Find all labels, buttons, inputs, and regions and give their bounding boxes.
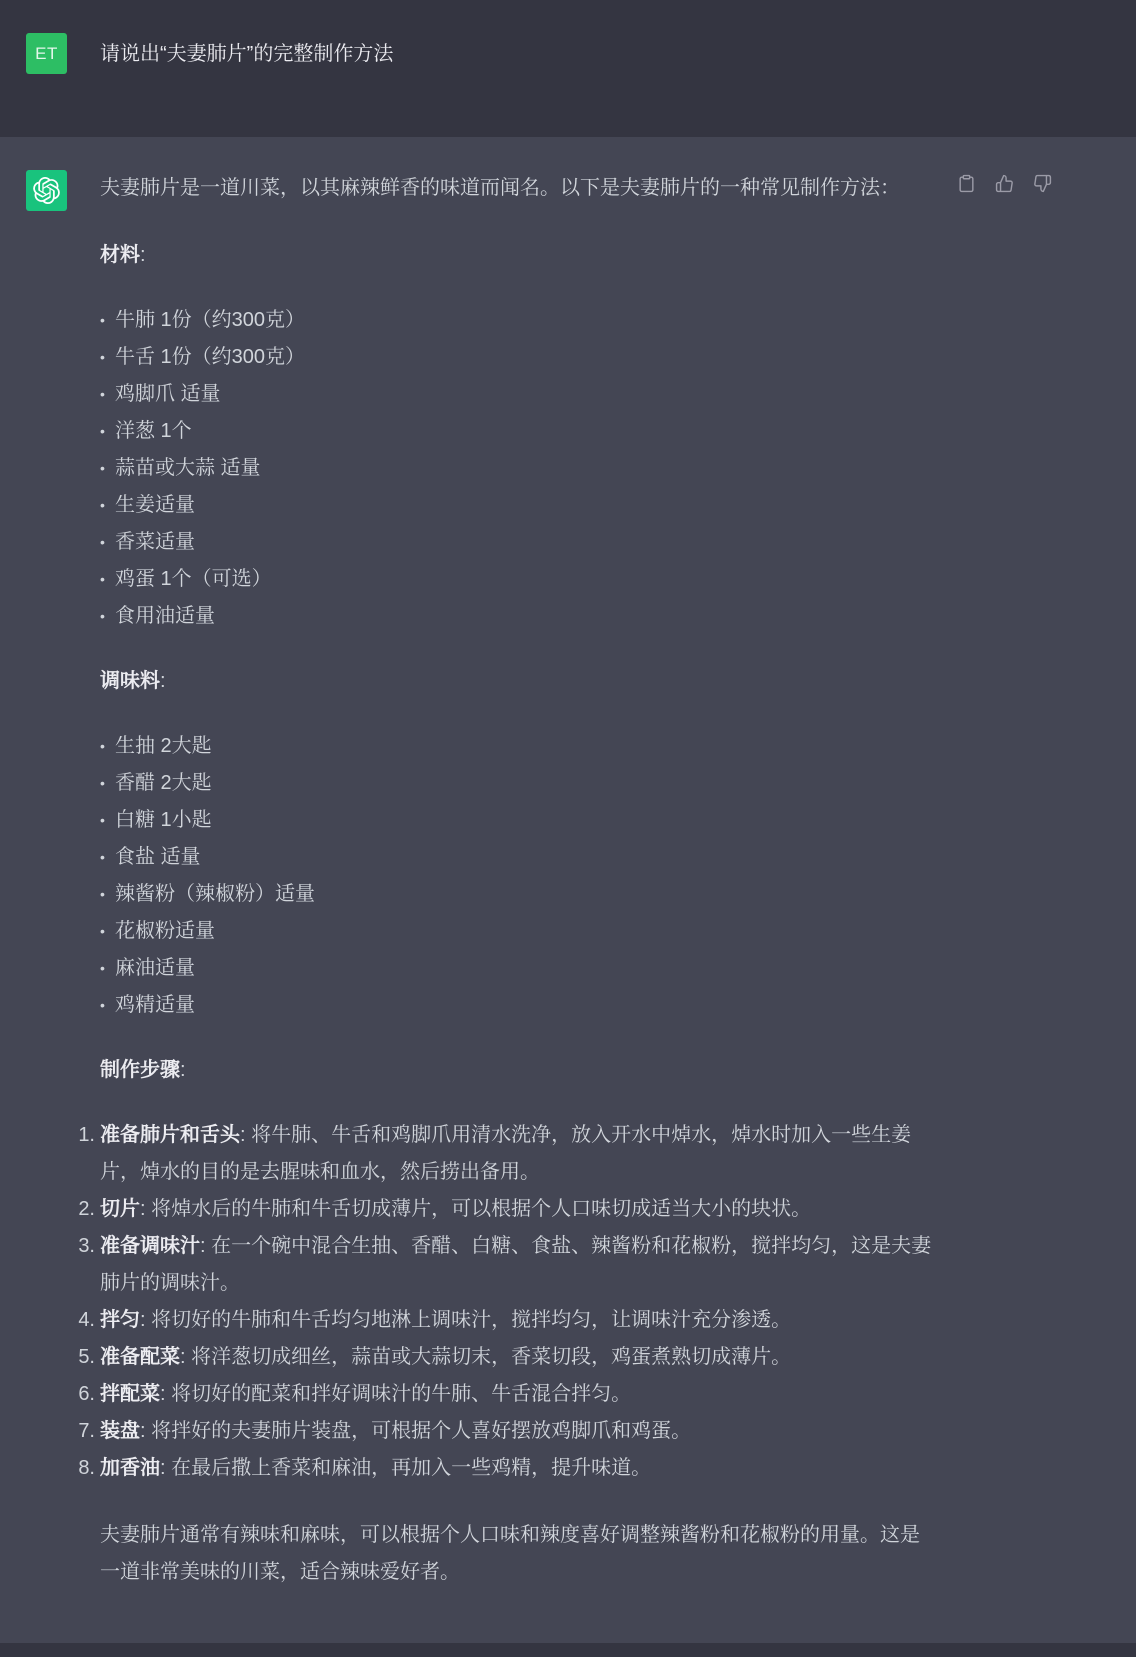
thumbs-down-icon	[1033, 174, 1052, 193]
user-message-text: 请说出“夫妻肺片”的完整制作方法	[100, 43, 394, 65]
step-number: 2.	[78, 1198, 95, 1220]
colon: :	[140, 1420, 152, 1442]
assistant-avatar-column	[26, 170, 100, 211]
ingredients-list	[100, 302, 937, 635]
list-item: • 麻油适量	[100, 950, 937, 987]
list-item: • 花椒粉适量	[100, 913, 937, 950]
assistant-message-row	[0, 137, 1136, 1643]
step-item	[78, 1339, 937, 1376]
list-item: • 生姜适量	[100, 487, 937, 524]
colon: :	[140, 244, 146, 266]
step-text: 在最后撒上香菜和麻油，再加入一些鸡精，提升味道。	[171, 1457, 652, 1479]
step-label: 拌配菜	[100, 1383, 160, 1405]
assistant-avatar	[26, 170, 67, 211]
colon: :	[140, 1198, 152, 1220]
thumbs-up-button[interactable]	[995, 174, 1014, 193]
assistant-message-content	[78, 170, 937, 1591]
list-item: • 鸡蛋 1个（可选）	[100, 561, 937, 598]
step-number: 4.	[78, 1309, 95, 1331]
list-item: • 食盐 适量	[100, 839, 937, 876]
colon: :	[160, 1457, 172, 1479]
step-text: 将切好的配菜和拌好调味汁的牛肺、牛舌混合拌匀。	[171, 1383, 632, 1405]
step-number: 8.	[78, 1457, 95, 1479]
list-item: • 辣酱粉（辣椒粉）适量	[100, 876, 937, 913]
user-avatar: ET	[26, 33, 67, 74]
ingredients-heading-text: 材料	[100, 244, 140, 266]
steps-heading-text: 制作步骤	[100, 1059, 180, 1081]
list-item: • 白糖 1小匙	[100, 802, 937, 839]
thumbs-down-button[interactable]	[1033, 174, 1052, 193]
step-item	[78, 1302, 937, 1339]
step-label: 装盘	[100, 1420, 140, 1442]
seasonings-heading-text: 调味料	[100, 670, 160, 692]
colon: :	[140, 1309, 152, 1331]
step-number: 7.	[78, 1420, 95, 1442]
colon: :	[160, 1383, 172, 1405]
step-item	[78, 1191, 937, 1228]
step-item	[78, 1376, 937, 1413]
steps-heading	[100, 1052, 937, 1089]
assistant-closing: 夫妻肺片通常有辣味和麻味，可以根据个人口味和辣度喜好调整辣酱粉和花椒粉的用量。这是一道非常美味的川菜，适合辣味爱好者。	[100, 1524, 920, 1583]
seasonings-heading	[100, 663, 937, 700]
colon: :	[160, 670, 166, 692]
step-item	[78, 1117, 937, 1191]
step-item	[78, 1450, 937, 1487]
list-item: • 香醋 2大匙	[100, 765, 937, 802]
step-item	[78, 1413, 937, 1450]
step-text: 在一个碗中混合生抽、香醋、白糖、食盐、辣酱粉和花椒粉，搅拌均匀，这是夫妻肺片的调味汁。	[100, 1235, 932, 1294]
colon: :	[200, 1235, 212, 1257]
step-number: 5.	[78, 1346, 95, 1368]
step-text: 将拌好的夫妻肺片装盘，可根据个人喜好摆放鸡脚爪和鸡蛋。	[151, 1420, 692, 1442]
step-label: 准备调味汁	[100, 1235, 200, 1257]
colon: :	[240, 1124, 252, 1146]
step-label: 准备配菜	[100, 1346, 180, 1368]
user-message-row	[0, 0, 1136, 137]
colon: :	[180, 1059, 186, 1081]
seasonings-list	[100, 728, 937, 1024]
list-item: • 牛肺 1份（约300克）	[100, 302, 937, 339]
user-message-content	[100, 33, 945, 98]
step-text: 将焯水后的牛肺和牛舌切成薄片，可以根据个人口味切成适当大小的块状。	[151, 1198, 812, 1220]
step-label: 加香油	[100, 1457, 160, 1479]
step-number: 3.	[78, 1235, 95, 1257]
assistant-intro: 夫妻肺片是一道川菜，以其麻辣鲜香的味道而闻名。以下是夫妻肺片的一种常见制作方法：	[100, 177, 900, 199]
user-avatar-column	[26, 33, 100, 74]
list-item: • 香菜适量	[100, 524, 937, 561]
list-item: • 生抽 2大匙	[100, 728, 937, 765]
list-item: • 食用油适量	[100, 598, 937, 635]
list-item: • 鸡精适量	[100, 987, 937, 1024]
step-item	[78, 1228, 937, 1302]
step-number: 6.	[78, 1383, 95, 1405]
step-label: 准备肺片和舌头	[100, 1124, 240, 1146]
list-item: • 鸡脚爪 适量	[100, 376, 937, 413]
message-actions	[937, 170, 1110, 193]
list-item: • 牛舌 1份（约300克）	[100, 339, 937, 376]
list-item: • 洋葱 1个	[100, 413, 937, 450]
steps-list	[78, 1117, 937, 1487]
list-item: • 蒜苗或大蒜 适量	[100, 450, 937, 487]
thumbs-up-icon	[995, 174, 1014, 193]
step-label: 拌匀	[100, 1309, 140, 1331]
step-label: 切片	[100, 1198, 140, 1220]
next-row-edge	[0, 1643, 1136, 1657]
step-text: 将牛肺、牛舌和鸡脚爪用清水洗净，放入开水中焯水，焯水时加入一些生姜片，焯水的目的是去腥味和血水，然后捞出备用。	[100, 1124, 912, 1183]
step-text: 将切好的牛肺和牛舌均匀地淋上调味汁，搅拌均匀，让调味汁充分渗透。	[151, 1309, 792, 1331]
clipboard-icon	[957, 174, 976, 193]
colon: :	[180, 1346, 192, 1368]
step-text: 将洋葱切成细丝，蒜苗或大蒜切末，香菜切段，鸡蛋煮熟切成薄片。	[191, 1346, 792, 1368]
openai-logo-icon	[33, 177, 60, 204]
ingredients-heading	[100, 237, 937, 274]
copy-button[interactable]	[957, 174, 976, 193]
step-number: 1.	[78, 1124, 95, 1146]
